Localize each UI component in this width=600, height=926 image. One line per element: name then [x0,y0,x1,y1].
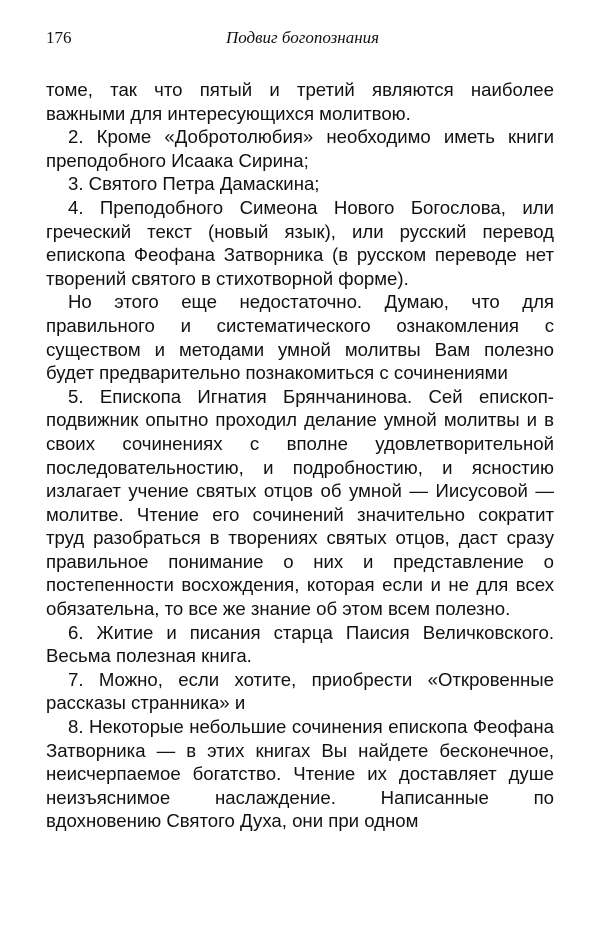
paragraph-item-6: 6. Житие и писания старца Паисия Величковского. Весьма полезная книга. [46,621,554,667]
paragraph-item-5: 5. Епископа Игнатия Брянчанинова. Сей епископ-подвижник опытно проходил делание умной молитвы и в своих сочинениях с вполне удовлетворительной последовательностию, и подробностию, и ясностию излагает учение святых отцов об умной — Иисусовой — молитве. Чтение его сочинений значительно сократит труд разобраться в творениях святых отцов, даст сразу правильное понимание о них и представление о постепенности восхождения, которая если и не для всех обязательна, то все же знание об этом всем полезно. [46,385,554,620]
book-page [46,28,554,833]
page-header [46,28,554,52]
paragraph-item-2: 2. Кроме «Добротолюбия» необходимо иметь книги преподобного Исаака Сирина; [46,126,554,171]
paragraph-continuation: томе, так что пятый и третий являются наиболее важными для интересующихся молитвою. [46,79,554,124]
running-title: Подвиг богопознания [226,28,380,47]
paragraph-item-4: 4. Преподобного Симеона Нового Богослова, или греческий текст (новый язык), или русский перевод епископа Феофана Затворника (в русском переводе нет творений святого в стихотворной форме). [46,196,554,289]
paragraph-item-8: 8. Некоторые небольшие сочинения епископа Феофана Затворника — в этих книгах Вы найдете бесконечное, неисчерпаемое богатство. Чтение их доставляет душе неизъяснимое наслаждение. Написанные по вдохновению Святого Духа, они при одном [46,716,554,832]
page-number: 176 [46,28,72,47]
body-text [46,78,554,833]
paragraph-item-7: 7. Можно, если хотите, приобрести «Откровенные рассказы странника» и [46,668,554,714]
paragraph-intro: Но этого еще недостаточно. Думаю, что для правильного и систематического ознакомления с существом и методами умной молитвы Вам полезно будет предварительно познакомиться с сочинениями [46,291,554,384]
paragraph-item-3: 3. Святого Петра Дамаскина; [68,173,320,195]
